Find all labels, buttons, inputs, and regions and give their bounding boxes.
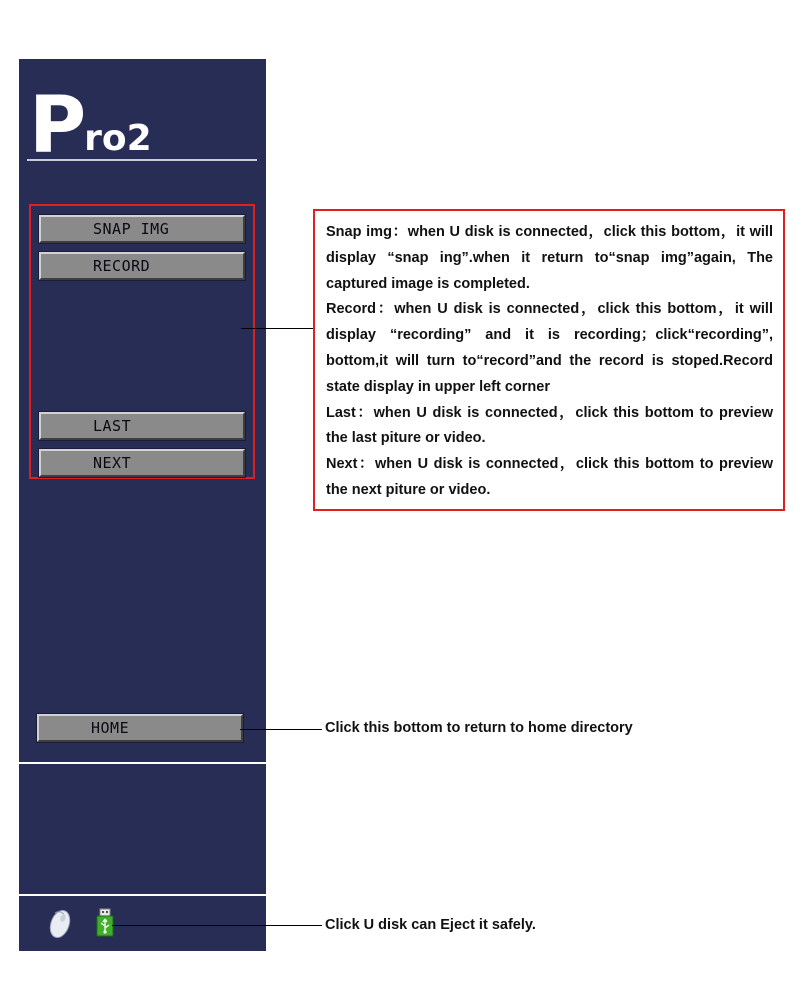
side-panel (19, 59, 266, 762)
logo-initial: P (29, 81, 87, 171)
usb-connector (112, 925, 322, 926)
pro2-logo (29, 81, 152, 171)
next-help: Next：when U disk is connected，click this bottom to preview the next piture or video. (326, 456, 773, 498)
logo-text: ro2 (84, 118, 152, 159)
record-button[interactable]: RECORD (39, 252, 245, 280)
snap-img-button[interactable]: SNAP IMG (39, 215, 245, 243)
last-help: Last：when U disk is connected，click this bottom to preview the last piture or video. (326, 404, 773, 447)
status-bar (19, 896, 266, 951)
next-button[interactable]: NEXT (39, 449, 245, 477)
record-help: Record：when U disk is connected，click this bottom，it will display “recording” and it is recording；click“recording”, bottom,it will turn to“record”and the record is stoped.Record state display in upper left corner (326, 301, 773, 395)
usb-help-text: Click U disk can Eject it safely. (325, 917, 536, 933)
mouse-icon (45, 904, 75, 944)
function-button-group (29, 204, 255, 479)
home-connector (240, 729, 322, 730)
last-button[interactable]: LAST (39, 412, 245, 440)
home-button[interactable]: HOME (37, 714, 243, 742)
button-help-callout (313, 209, 785, 511)
button-group-connector (241, 328, 313, 329)
preview-area (19, 764, 266, 894)
home-help-text: Click this bottom to return to home directory (325, 720, 633, 736)
snap-img-help: Snap img：when U disk is connected，click this bottom，it will display “snap ing”.when it return to“snap img”again, The captured image is completed. (326, 224, 773, 292)
logo-divider (27, 159, 257, 161)
